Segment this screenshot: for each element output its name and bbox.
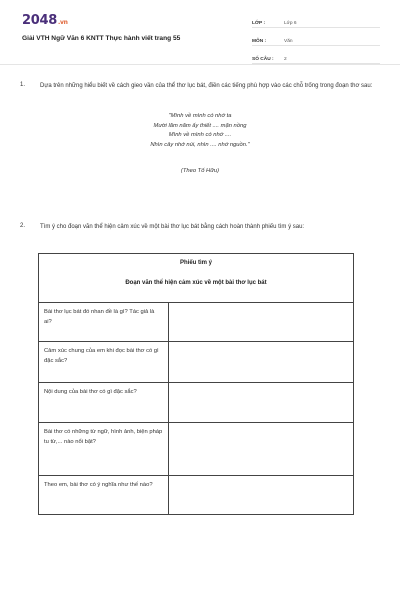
row-question: Theo em, bài thơ có ý nghĩa như thế nào?: [39, 476, 169, 515]
question-1: [20, 82, 380, 92]
poem-line: Mười lăm năm ấy thiết .... mặn nồng: [153, 122, 247, 129]
poem-source: (Theo Tố Hữu): [180, 168, 220, 174]
logo-suffix: .vn: [57, 19, 68, 26]
poem-line: "Mình về mình có nhớ ta: [168, 113, 232, 119]
answer-cell[interactable]: [169, 303, 353, 341]
table-header: [39, 254, 353, 303]
poem: [0, 112, 400, 150]
meta-label: SỐ CÂU :: [252, 57, 274, 62]
table-subtitle: Đoạn văn thể hiện cảm xúc về một bài thơ lục bát: [125, 280, 267, 286]
meta-label: MÔN :: [252, 39, 267, 44]
meta-info: [252, 14, 380, 68]
row-question: Nội dung của bài thơ có gì đặc sắc?: [39, 383, 169, 422]
table-row: [39, 303, 353, 342]
site-logo[interactable]: [22, 13, 68, 28]
question-text: Tìm ý cho đoạn văn thể hiện cảm xúc về một bài thơ lục bát bằng cách hoàn thành phiếu tìm ý sau:: [40, 224, 305, 230]
table-row: [39, 423, 353, 476]
question-number: 2.: [20, 223, 26, 229]
idea-worksheet-table: [38, 253, 354, 515]
answer-cell[interactable]: [169, 383, 353, 422]
document-title: Giải VTH Ngữ Văn 6 KNTT Thực hành viết trang 55: [22, 35, 181, 42]
meta-row-subject: [252, 32, 380, 46]
answer-cell[interactable]: [169, 476, 353, 515]
meta-value: 2: [284, 57, 287, 62]
meta-row-class: [252, 14, 380, 28]
poem-line: Mình về mình có nhớ ....: [168, 132, 232, 138]
table-row: [39, 383, 353, 423]
header-divider: [0, 64, 400, 65]
row-question: Bài thơ lục bát đó nhan đề là gì? Tác giả là ai?: [39, 303, 169, 341]
answer-cell[interactable]: [169, 423, 353, 475]
logo-main: 2048: [22, 13, 57, 28]
question-number: 1.: [20, 82, 26, 88]
meta-label: LỚP :: [252, 21, 266, 26]
meta-value: Lớp 6: [284, 21, 297, 26]
meta-value: Văn: [284, 39, 293, 44]
table-row: [39, 476, 353, 515]
answer-cell[interactable]: [169, 342, 353, 382]
question-text: Dựa trên những hiểu biết về cách gieo vần của thể thơ lục bát, điền các tiếng phù hợp vào các chỗ trống trong đoạn thơ sau:: [40, 83, 373, 89]
row-question: Cảm xúc chung của em khi đọc bài thơ có gì đặc sắc?: [39, 342, 169, 382]
poem-line: Nhìn cây nhớ núi, nhìn .... nhớ nguồn.": [150, 141, 250, 148]
question-2: [20, 223, 380, 233]
meta-row-count: [252, 50, 380, 64]
table-row: [39, 342, 353, 383]
row-question: Bài thơ có những từ ngữ, hình ảnh, biện pháp tu từ,... nào nổi bật?: [39, 423, 169, 475]
table-title: Phiếu tìm ý: [179, 260, 212, 266]
